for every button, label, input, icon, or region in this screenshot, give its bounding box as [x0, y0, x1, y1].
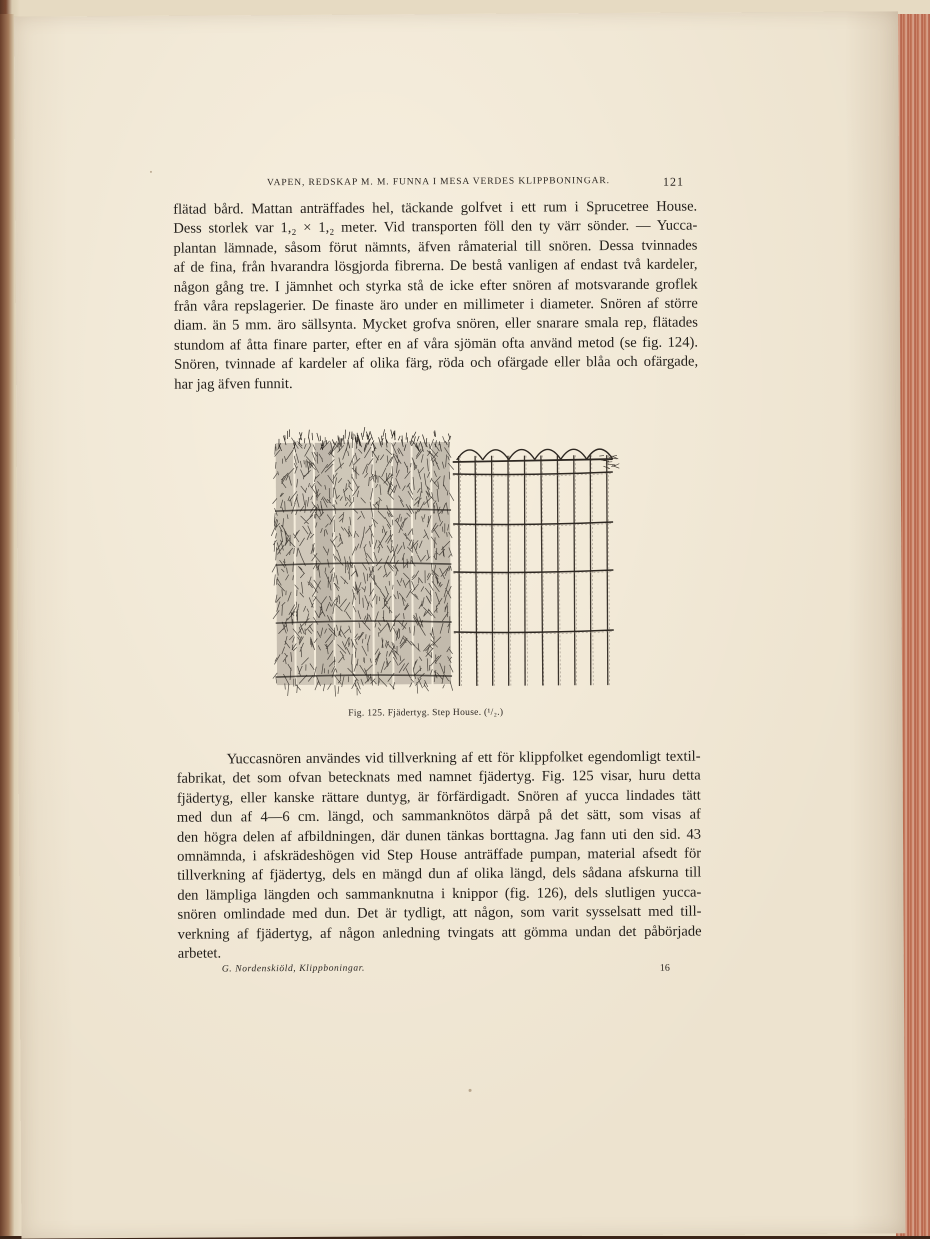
vertical-cord: [541, 455, 543, 685]
cord-twist: [493, 456, 494, 686]
paper-speck: [469, 1089, 472, 1092]
feather-cloth-illustration: [261, 423, 631, 697]
page-number: 121: [662, 174, 685, 189]
text-line: snören omlindade med dun. Det är tydligt, att någon, som varit sysselsatt med till-: [177, 903, 702, 923]
vertical-cord: [475, 456, 477, 686]
text-line: Snören, tvinnade af kardeler af olika färg, röda och ofärgade eller blåa och ofärgade,: [174, 353, 699, 373]
text-line: fabrikat, det som ofvan betecknats med namnet fjädertyg. Fig. 125 visar, huru detta: [176, 767, 701, 788]
text-line: Yuccasnören användes vid tillverkning af ett för klippfolket egendomligt textil-: [226, 748, 701, 768]
text-line: har jag äfven funnit.: [174, 375, 293, 393]
text-line: verkning af fjädertyg, af någon anledning tvingats att gömma undan det påbörjade: [177, 923, 702, 943]
top-loop: [509, 450, 535, 460]
text-line: tillverkning af fjädertyg, dels en mängd dun af olika längd, dels sådana afskurna till: [177, 864, 702, 885]
text-line: den lämpliga längden och sammanknutna i knippor (fig. 126), dels slutligen yucca-: [177, 884, 702, 904]
text-line: stundom af åtta finare parter, efter en af våra sjömän ofta använd metod (se fig. 124).: [173, 334, 699, 354]
text-line: flätad bård. Mattan anträffades hel, täckande golfvet i ett rum i Sprucetree House.: [173, 198, 698, 218]
top-loop: [457, 450, 483, 460]
cord-twist: [460, 456, 461, 686]
vertical-cord: [524, 456, 526, 686]
text-line: någon gång tre. I jämnhet och styrka stå de icke efter snören af motsvarande groflek: [173, 276, 698, 296]
text-line: Dess storlek var 1,₂ × 1,₂ meter. Vid transporten föll den ty värr sönder. — Yucca-: [173, 217, 698, 238]
figure-caption: Fig. 125. Fjädertyg. Step House. (¹/₂.): [348, 707, 504, 719]
text-line: af de fina, från hvarandra lösgjorda fibrerna. De bestå vanligen af endast två kardeler,: [173, 256, 698, 276]
cord-twist: [575, 455, 576, 685]
text-line: fjädertyg, eller kanske rättare duntyg, är förfärdigadt. Snören af yucca lindades tätt: [176, 787, 701, 807]
running-head: VAPEN, REDSKAP M. M. FUNNA I MESA VERDES KLIPPBONINGAR.: [266, 176, 610, 189]
vertical-cord: [491, 456, 493, 686]
top-loop: [483, 450, 509, 460]
figure-125-feather-cloth: [261, 423, 631, 697]
vertical-cord: [573, 455, 575, 685]
text-line: plantan lämnade, såsom förut nämnts, äfven råmaterial till snören. Dessa tvinnades: [173, 237, 698, 257]
sheet-number: 16: [659, 962, 670, 974]
paper-speck: [150, 171, 152, 173]
loose-fiber-ends: [599, 455, 619, 468]
text-line: med dun af 4—6 cm. längd, och sammanknötos därpå på det sätt, som visas af: [176, 806, 701, 826]
vertical-cord: [507, 456, 509, 686]
cord-twist: [526, 456, 527, 686]
footer-signature: G. Nordenskiöld, Klippboningar.: [221, 963, 365, 975]
vertical-cord: [458, 456, 460, 686]
left-page-edge: [0, 14, 14, 1236]
cord-twist: [559, 455, 560, 685]
text-line: arbetet.: [177, 945, 222, 962]
text-line: från våra repslagerier. De finaste äro under en millimeter i diameter. Snören af större: [173, 295, 698, 315]
cord-twist: [509, 456, 510, 686]
vertical-cord: [557, 455, 559, 685]
paragraph-2: [176, 748, 701, 965]
book-page: [14, 11, 905, 1238]
text-line: omnämnda, i afskrädeshögen vid Step House anträffade pumpan, material afsedt för: [177, 845, 702, 865]
text-line: den högra delen af afbildningen, där dunen tänkas borttagna. Jag fann uti den sid. 43: [176, 826, 702, 846]
text-line: diam. än 5 mm. äro sällsynta. Mycket grofva snören, eller snarare smala rep, flätades: [173, 314, 698, 335]
paragraph-1: [173, 198, 698, 395]
